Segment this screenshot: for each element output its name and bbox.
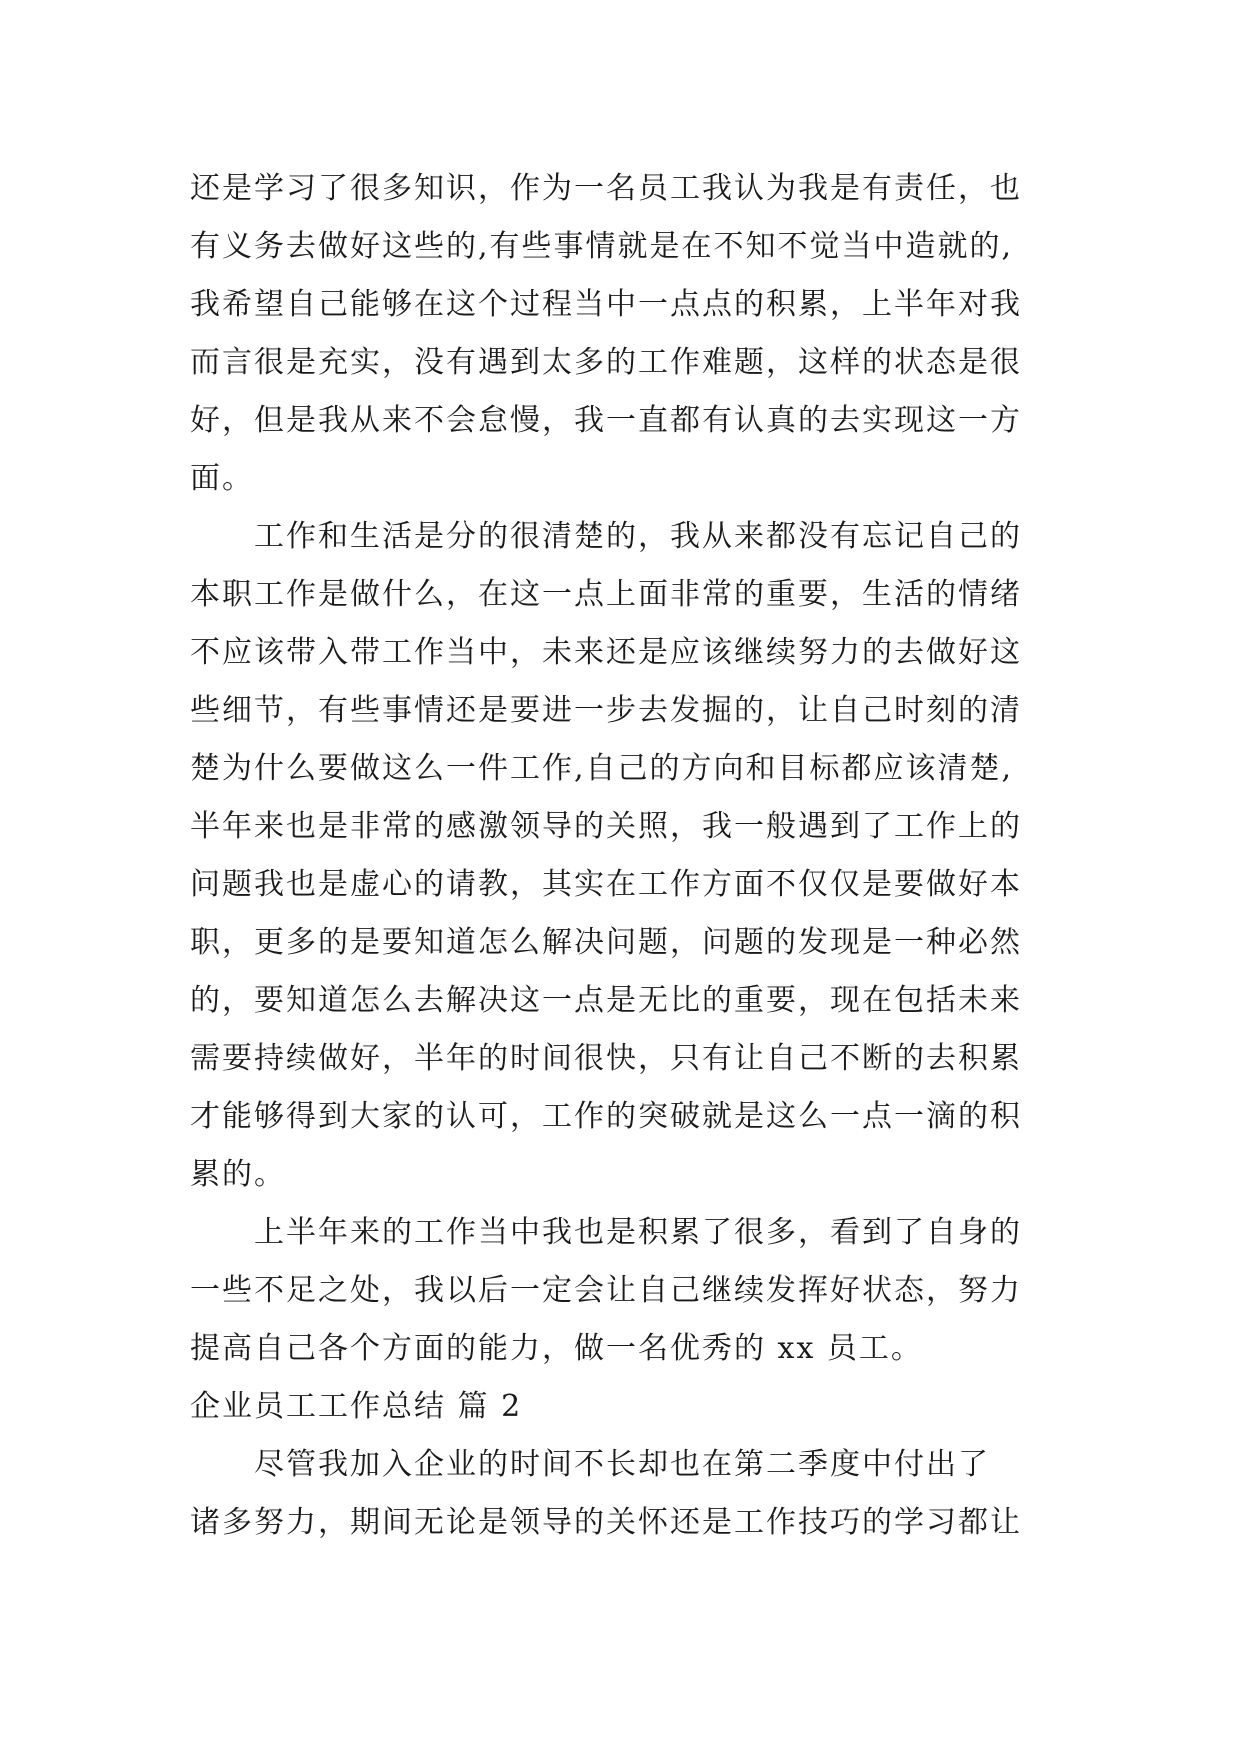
text-line: 些细节，有些事情还是要进一步去发掘的，让自己时刻的清 (190, 693, 1022, 728)
text-line: 职，更多的是要知道怎么解决问题，问题的发现是一种必然 (190, 925, 1022, 960)
text-line: 需要持续做好，半年的时间很快，只有让自己不断的去积累 (190, 1041, 1022, 1076)
text-line: 面。 (190, 461, 254, 496)
text-line: 不应该带入带工作当中，未来还是应该继续努力的去做好这 (190, 635, 1022, 670)
paragraph-3 (190, 1204, 1090, 1378)
text-line: 才能够得到大家的认可，工作的突破就是这么一点一滴的积 (190, 1099, 1022, 1134)
text-line: 半年来也是非常的感激领导的关照，我一般遇到了工作上的 (190, 809, 1022, 844)
paragraph-1 (190, 160, 1090, 508)
text-line: 累的。 (190, 1157, 286, 1192)
text-line: 楚为什么要做这么一件工作,自己的方向和目标都应该清楚, (190, 751, 1014, 786)
section-heading: 企业员工工作总结 篇 2 (190, 1389, 523, 1424)
text-line: 我希望自己能够在这个过程当中一点点的积累，上半年对我 (190, 287, 1022, 322)
paragraph-4 (190, 1436, 1090, 1552)
paragraph-2 (190, 508, 1090, 1204)
text-line: 工作和生活是分的很清楚的，我从来都没有忘记自己的 (254, 519, 1022, 554)
text-line: 而言很是充实，没有遇到太多的工作难题，这样的状态是很 (190, 345, 1022, 380)
text-line: 诸多努力，期间无论是领导的关怀还是工作技巧的学习都让 (190, 1505, 1022, 1540)
text-line: 本职工作是做什么，在这一点上面非常的重要，生活的情绪 (190, 577, 1022, 612)
text-line: 问题我也是虚心的请教，其实在工作方面不仅仅是要做好本 (190, 867, 1022, 902)
document-body (190, 160, 1090, 1552)
text-line: 好，但是我从来不会怠慢，我一直都有认真的去实现这一方 (190, 403, 1022, 438)
text-line: 尽管我加入企业的时间不长却也在第二季度中付出了 (254, 1447, 990, 1482)
text-line: 的，要知道怎么去解决这一点是无比的重要，现在包括未来 (190, 983, 1022, 1018)
text-line: 有义务去做好这些的,有些事情就是在不知不觉当中造就的, (190, 229, 1014, 264)
text-line: 上半年来的工作当中我也是积累了很多，看到了自身的 (254, 1215, 1022, 1250)
text-line: 还是学习了很多知识，作为一名员工我认为我是有责任，也 (190, 171, 1022, 206)
text-line: 提高自己各个方面的能力，做一名优秀的 xx 员工。 (190, 1331, 923, 1366)
text-line: 一些不足之处，我以后一定会让自己继续发挥好状态，努力 (190, 1273, 1022, 1308)
